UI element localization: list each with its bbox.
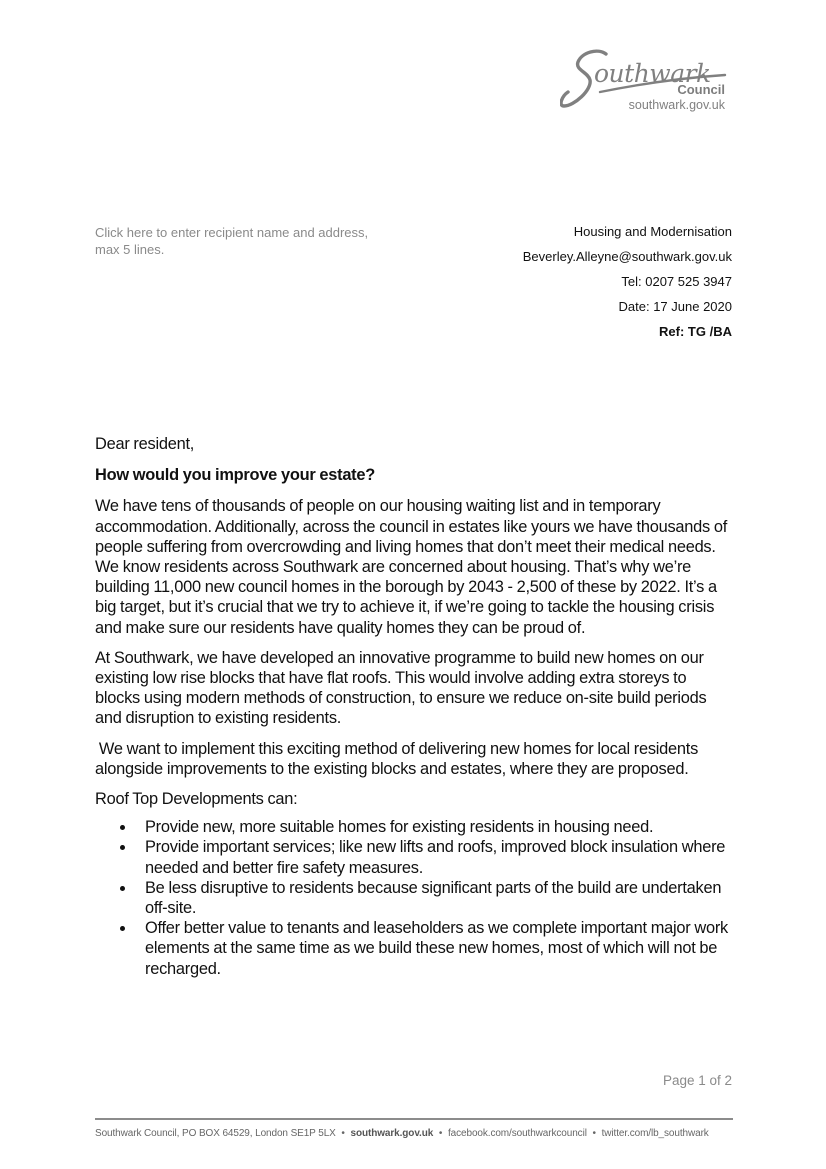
letter-subject: How would you improve your estate?: [95, 466, 376, 485]
recipient-placeholder-line: Click here to enter recipient name and address,: [95, 225, 369, 240]
sender-details: [523, 224, 732, 349]
footer: [95, 1128, 735, 1139]
svg-text:outhwark: outhwark: [594, 59, 711, 88]
footer-separator: •: [341, 1128, 345, 1139]
body-paragraph: Roof Top Developments can:: [95, 790, 298, 809]
recipient-address-placeholder[interactable]: [95, 224, 405, 258]
body-paragraph: At Southwark, we have developed an innovative programme to build new homes on our existing low rise blocks that have flat roofs. This would involve adding extra storeys to blocks using modern methods of construction, to ensure we reduce on-site build periods and disruption to existing residents.: [95, 648, 707, 728]
footer-facebook-link[interactable]: facebook.com/southwarkcouncil: [447, 1128, 587, 1139]
footer-separator: •: [438, 1128, 443, 1139]
logo-url-text: southwark.gov.uk: [628, 98, 725, 112]
recipient-placeholder-line: max 5 lines.: [95, 242, 165, 257]
list-item: [95, 837, 735, 877]
salutation: Dear resident,: [95, 435, 195, 453]
list-item: [95, 878, 735, 918]
sender-email[interactable]: Beverley.Alleyne@southwark.gov.uk: [522, 249, 732, 264]
bullet-icon: [120, 845, 125, 850]
list-item-text: Provide important services; like new lifts and roofs, improved block insulation where needed and better fire safety measures.: [145, 838, 726, 877]
page-number: Page 1 of 2: [662, 1073, 732, 1088]
footer-divider: [95, 1118, 733, 1120]
sender-telephone: Tel: 0207 525 3947: [621, 274, 732, 289]
list-item-text: Provide new, more suitable homes for existing residents in housing need.: [145, 818, 654, 837]
letter-date: Date: 17 June 2020: [618, 299, 732, 314]
benefits-list: [95, 817, 735, 979]
southwark-council-logo: [560, 44, 735, 119]
footer-separator: •: [592, 1128, 596, 1139]
list-item: [95, 817, 735, 837]
list-item: [95, 918, 735, 979]
sender-department: Housing and Modernisation: [573, 224, 732, 239]
footer-website-link[interactable]: southwark.gov.uk: [350, 1128, 434, 1139]
footer-twitter-link[interactable]: twitter.com/lb_southwark: [601, 1128, 709, 1139]
letter-body: [95, 434, 735, 979]
footer-address: Southwark Council, PO BOX 64529, London SE1P 5LX: [95, 1128, 336, 1139]
logo-council-text: Council: [677, 82, 725, 97]
body-paragraph: We want to implement this exciting method of delivering new homes for local residents alongside improvements to the existing blocks and estates, where they are proposed.: [95, 739, 702, 778]
list-item-text: Be less disruptive to residents because significant parts of the build are undertaken off-site.: [145, 878, 722, 918]
list-item-text: Offer better value to tenants and leaseholders as we complete important major work elements at the same time as we build these new homes, most of which will not be recharged.: [145, 919, 728, 978]
body-paragraph: We have tens of thousands of people on our housing waiting list and in temporary accommodation. Additionally, across the council in estates like yours we have thousands of people suffering from overcrowding and living homes that don’t meet their medical needs. We know residents across Southwark are concerned about housing. That’s why we’re building 11,000 new council homes in the borough by 2043 - 2,500 of these by 2022. It’s a big target, but it’s crucial that we try to achieve it, if we’re going to tackle the housing crisis and make sure our residents have quality homes they can be proud of.: [95, 497, 728, 637]
letter-reference: Ref: TG /BA: [659, 324, 732, 339]
bullet-icon: [120, 926, 125, 931]
bullet-icon: [120, 886, 125, 891]
bullet-icon: [120, 825, 125, 830]
